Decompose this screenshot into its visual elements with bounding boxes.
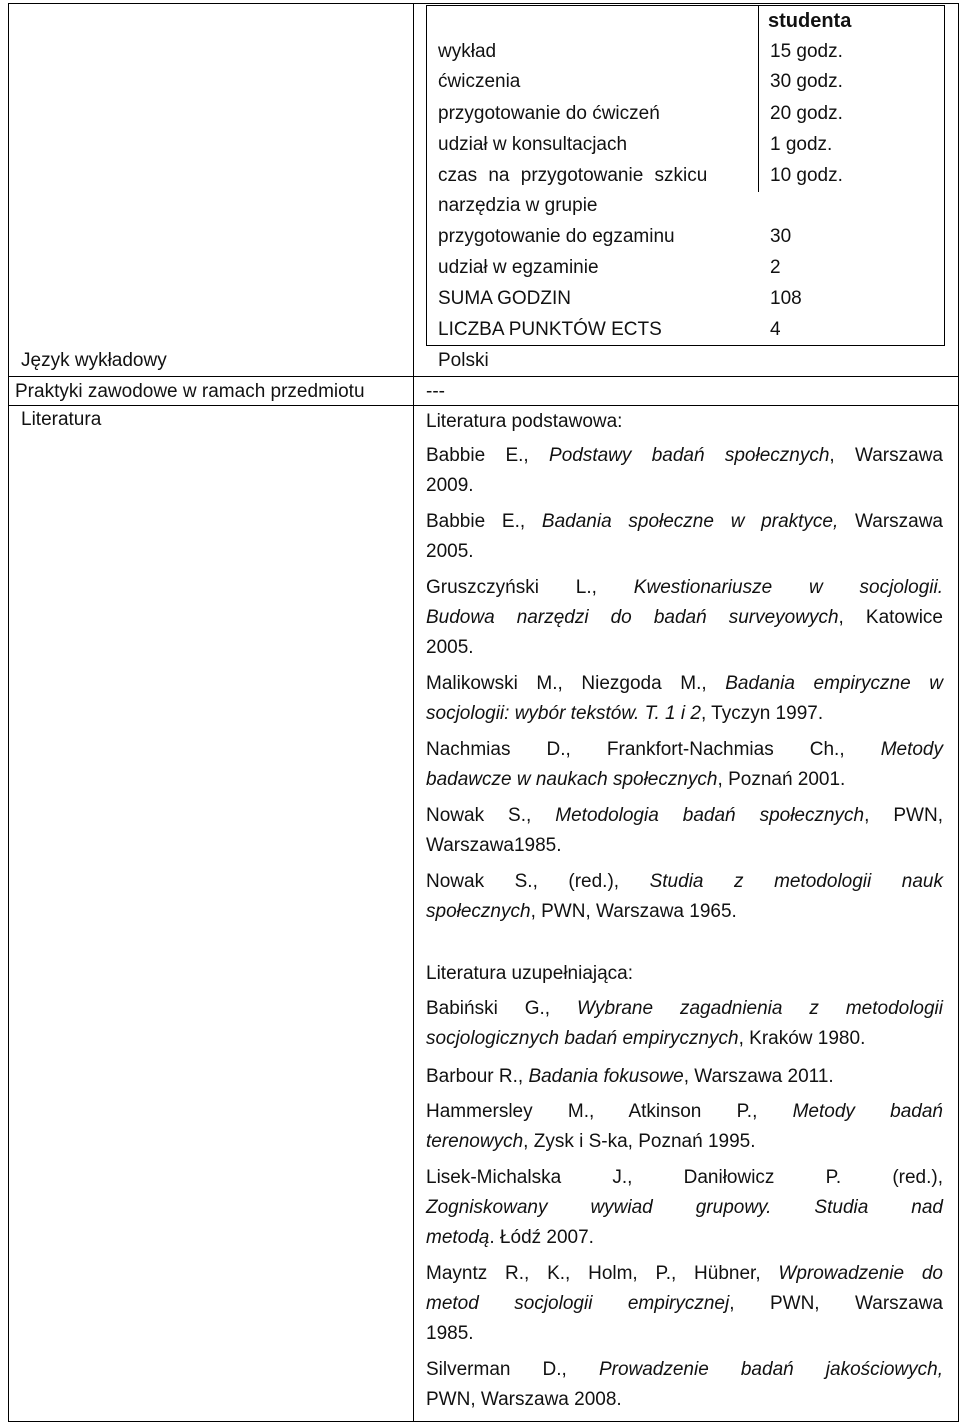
extra-literature-heading: Literatura uzupełniająca: <box>426 963 634 984</box>
row-value: 1 godz. <box>770 134 833 155</box>
reference: Babbie E., Badania społeczne w praktyce, Warszawa 2005. <box>426 511 943 562</box>
reference: Nachmias D., Frankfort-Nachmias Ch., Metody badawcze w naukach społecznych, Poznań 2001. <box>426 739 943 790</box>
row-value: 15 godz. <box>770 41 843 62</box>
row-label: udział w egzaminie <box>438 257 599 278</box>
reference: Lisek-Michalska J., Daniłowicz P. (red.), Zogniskowany wywiad grupowy. Studia nad metodą. Łódź 2007. <box>426 1167 943 1248</box>
reference: Gruszczyński L., Kwestionariusze w socjologii. Budowa narzędzi do badań surveyowych, Katowice 2005. <box>426 577 943 658</box>
row-label: przygotowanie do ćwiczeń <box>438 103 660 124</box>
row-label: czas na przygotowanie szkicu <box>438 165 708 186</box>
reference: Hammersley M., Atkinson P., Metody badań terenowych, Zysk i S-ka, Poznań 1995. <box>426 1101 943 1152</box>
row-value: 30 godz. <box>770 71 843 92</box>
sum-value: 108 <box>770 288 802 309</box>
language-label: Język wykładowy <box>21 350 167 371</box>
row-label: ćwiczenia <box>438 71 521 92</box>
reference: Barbour R., Badania fokusowe, Warszawa 2011. <box>426 1066 834 1087</box>
practice-label: Praktyki zawodowe w ramach przedmiotu <box>15 381 365 402</box>
row-value: 2 <box>770 257 781 278</box>
reference: Malikowski M., Niezgoda M., Badania empiryczne w socjologii: wybór tekstów. T. 1 i 2, Tyczyn 1997. <box>426 673 943 724</box>
ects-value: 4 <box>770 319 781 340</box>
row-label: wykład <box>438 41 497 62</box>
row-value: 10 godz. <box>770 165 843 186</box>
practice-value: --- <box>426 381 445 402</box>
row-label: udział w konsultacjach <box>438 134 628 155</box>
row-value: 30 <box>770 226 792 247</box>
row-value: 20 godz. <box>770 103 843 124</box>
reference: Nowak S., (red.), Studia z metodologii nauk społecznych, PWN, Warszawa 1965. <box>426 871 943 922</box>
row-label: przygotowanie do egzaminu <box>438 226 675 247</box>
reference: Silverman D., Prowadzenie badań jakościowych, PWN, Warszawa 2008. <box>426 1359 944 1410</box>
row-label: narzędzia w grupie <box>438 195 598 216</box>
reference: Nowak S., Metodologia badań społecznych, PWN, Warszawa1985. <box>426 805 943 856</box>
reference: Babbie E., Podstawy badań społecznych, Warszawa 2009. <box>426 445 943 496</box>
basic-literature-heading: Literatura podstawowa: <box>426 411 623 432</box>
reference: Babiński G., Wybrane zagadnienia z metodologii socjologicznych badań empirycznych, Kraków 1980. <box>426 998 944 1049</box>
header-studenta: studenta <box>768 10 852 32</box>
language-value: Polski <box>438 350 489 371</box>
sum-label: SUMA GODZIN <box>438 288 572 309</box>
reference: Mayntz R., K., Holm, P., Hübner, Wprowadzenie do metod socjologii empirycznej, PWN, Warszawa 1985. <box>426 1263 943 1344</box>
literature-label: Literatura <box>21 409 102 430</box>
ects-label: LICZBA PUNKTÓW ECTS <box>438 319 662 340</box>
